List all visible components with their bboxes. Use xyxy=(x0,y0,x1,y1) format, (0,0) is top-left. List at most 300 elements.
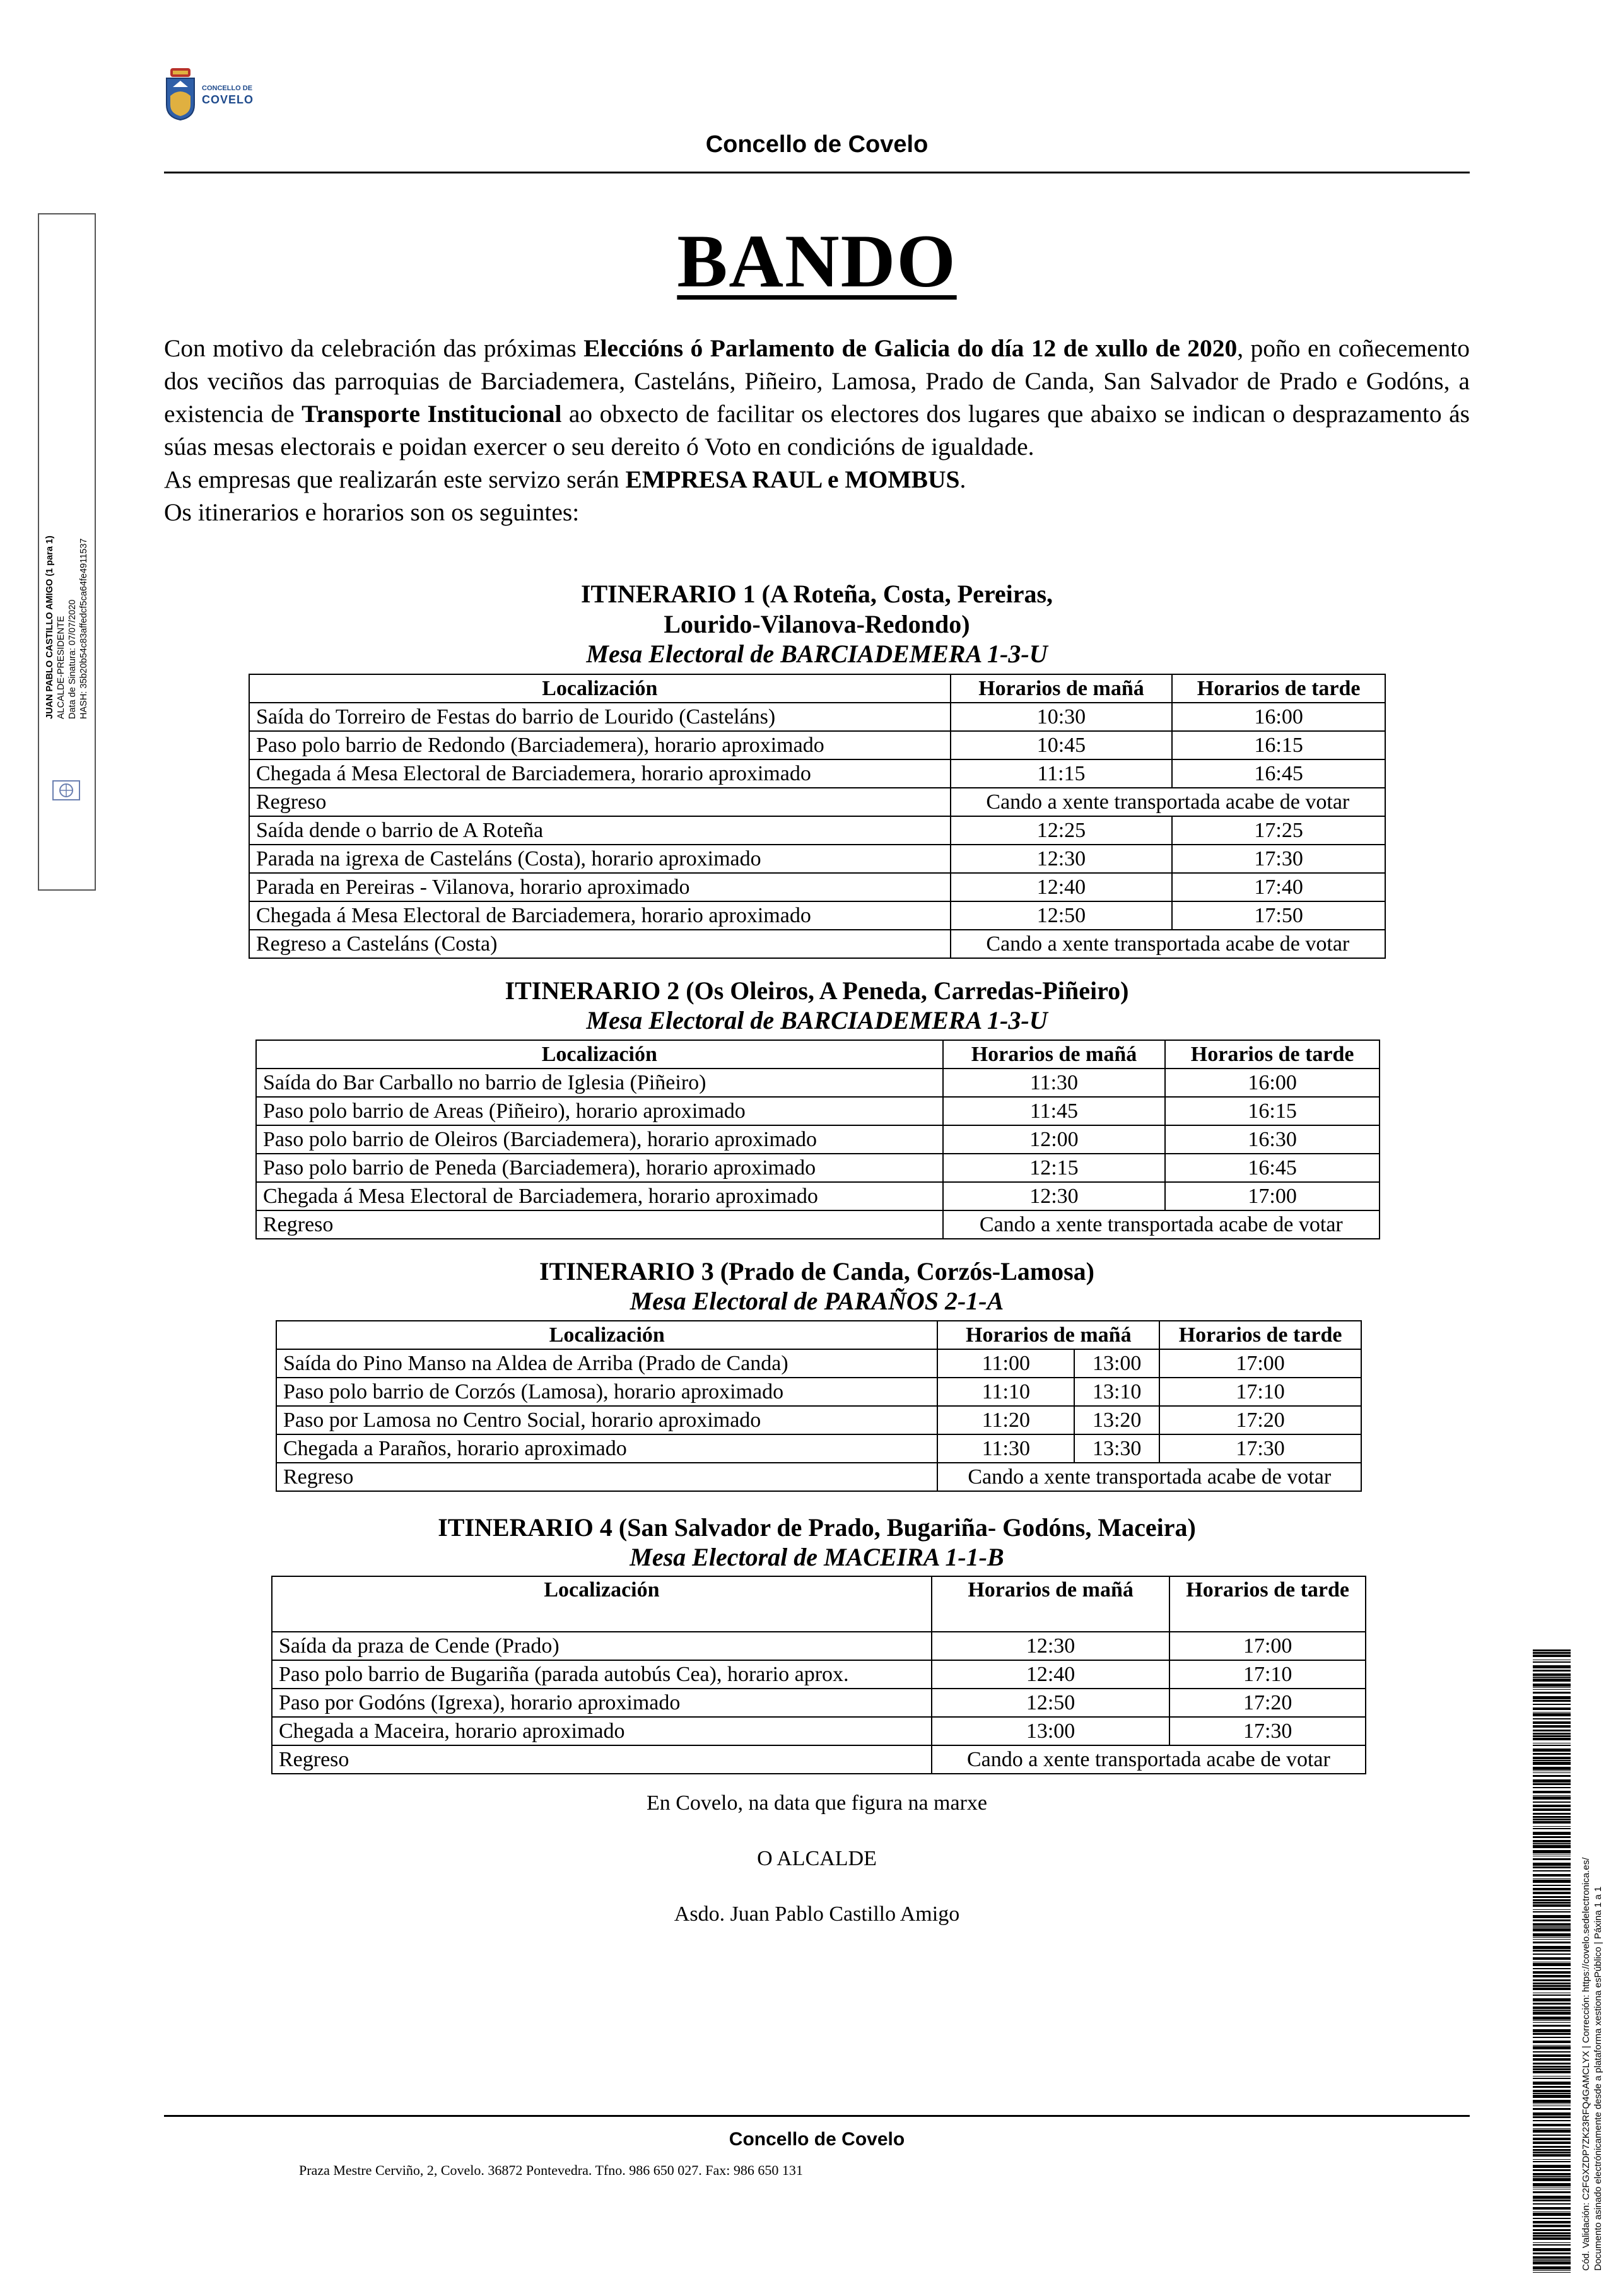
barcode-bar xyxy=(1533,1808,1571,1811)
intro-paragraph-2 xyxy=(164,463,1470,496)
table-row xyxy=(256,1182,1380,1210)
time-cell: 16:15 xyxy=(1165,1097,1380,1125)
table-row xyxy=(276,1463,1361,1491)
barcode-bar xyxy=(1533,2138,1571,2140)
time-cell: 17:30 xyxy=(1169,1717,1366,1745)
barcode-bar xyxy=(1533,1718,1571,1719)
closing-place-date: En Covelo, na data que figura na marxe xyxy=(646,1791,987,1815)
itinerary-2-table xyxy=(255,1040,1380,1239)
intro-paragraph-1 xyxy=(164,332,1470,463)
signature-date: Data de Sinatura: 07/07/2020 xyxy=(67,599,78,719)
barcode-bar xyxy=(1533,2063,1571,2065)
table-row xyxy=(256,1125,1380,1154)
barcode-bar xyxy=(1533,1937,1571,1938)
barcode-bar xyxy=(1533,2045,1571,2046)
itinerary-2-title: ITINERARIO 2 (Os Oleiros, A Peneda, Carredas-Piñeiro) xyxy=(505,976,1129,1005)
location-cell: Parada en Pereiras - Vilanova, horario aproximado xyxy=(249,873,951,901)
time-cell: 16:30 xyxy=(1165,1125,1380,1154)
location-cell: Paso polo barrio de Areas (Piñeiro), horario aproximado xyxy=(256,1097,943,1125)
barcode-bar xyxy=(1533,1845,1571,1848)
barcode-bar xyxy=(1533,1899,1571,1901)
table-row xyxy=(272,1717,1366,1745)
barcode-bar xyxy=(1533,2252,1571,2254)
barcode-bar xyxy=(1533,2187,1571,2188)
barcode-bar xyxy=(1533,2017,1571,2020)
barcode-bar xyxy=(1533,1926,1571,1928)
table-row xyxy=(249,759,1385,788)
barcode-bar xyxy=(1533,1863,1571,1866)
column-header: Horarios de tarde xyxy=(1165,1040,1380,1069)
barcode-bar xyxy=(1533,1767,1571,1770)
barcode-bar xyxy=(1533,2100,1571,2103)
barcode-bar xyxy=(1533,2010,1571,2011)
footer-title: Concello de Covelo xyxy=(729,2129,905,2150)
location-cell: Paso por Godóns (Igrexa), horario aproximado xyxy=(272,1689,932,1717)
barcode-bar xyxy=(1533,1950,1571,1952)
barcode-bar xyxy=(1533,2183,1571,2186)
time-cell: 16:45 xyxy=(1172,759,1385,788)
time-cell: 17:20 xyxy=(1169,1689,1366,1717)
barcode-bar xyxy=(1533,2082,1571,2085)
table-row xyxy=(276,1378,1361,1406)
column-header: Localización xyxy=(249,674,951,703)
barcode-bar xyxy=(1533,2270,1571,2271)
barcode-bar xyxy=(1533,1692,1571,1694)
location-cell: Paso polo barrio de Corzós (Lamosa), horario aproximado xyxy=(276,1378,937,1406)
barcode-bar xyxy=(1533,1939,1571,1940)
barcode-bar xyxy=(1533,1909,1571,1910)
barcode-bar xyxy=(1533,1858,1571,1860)
barcode-bar xyxy=(1533,2116,1571,2118)
column-header: Horarios de tarde xyxy=(1169,1576,1366,1632)
barcode-bar xyxy=(1533,2152,1571,2153)
barcode-bar xyxy=(1533,2218,1571,2219)
time-cell: 17:00 xyxy=(1169,1632,1366,1660)
barcode-bar xyxy=(1533,1707,1571,1710)
transport-label: Transporte Institucional xyxy=(302,400,562,428)
barcode-bar xyxy=(1533,1892,1571,1894)
time-cell: 10:30 xyxy=(951,703,1173,731)
footer-address: Praza Mestre Cerviño, 2, Covelo. 36872 Pontevedra. Tfno. 986 650 027. Fax: 986 650 131 xyxy=(299,2162,803,2178)
intro-p1-c: , poño en coñecemento dos veciños das parroquias de Barciademera, Casteláns, Piñeiro, Lamosa, Prado de Canda, San Salvador de Prado e Godóns, a existencia de xyxy=(164,334,1470,428)
barcode-bar xyxy=(1533,2259,1571,2261)
time-cell: 12:40 xyxy=(932,1660,1169,1689)
barcode-bar xyxy=(1533,1840,1571,1842)
table-row xyxy=(249,873,1385,901)
barcode-bar xyxy=(1533,2176,1571,2177)
validation-text xyxy=(1580,1640,1618,2271)
time-cell: 17:40 xyxy=(1172,873,1385,901)
table-row xyxy=(276,1349,1361,1378)
intro-p1-a: Con motivo da celebración das próximas xyxy=(164,334,584,362)
time-cell: 17:30 xyxy=(1172,845,1385,873)
time-cell: 11:00 xyxy=(937,1349,1074,1378)
itinerary-4-table xyxy=(271,1576,1366,1774)
signature-text xyxy=(44,44,100,719)
barcode-bar xyxy=(1533,1704,1571,1705)
location-cell: Regreso a Casteláns (Costa) xyxy=(249,930,951,958)
signature-seal-icon xyxy=(50,775,82,806)
table-row xyxy=(249,703,1385,731)
intro-p1-e: ao obxecto de facilitar os electores dos lugares que abaixo se indican o desprazamento ás súas mesas electorais e poidan exercer o seu dereito ó Voto en condicións de igualdade. xyxy=(164,400,1470,460)
location-cell: Saída dende o barrio de A Roteña xyxy=(249,816,951,845)
barcode-bar xyxy=(1533,1655,1571,1657)
barcode-bar xyxy=(1533,1730,1571,1731)
table-row xyxy=(256,1069,1380,1097)
barcode-bar xyxy=(1533,2261,1571,2264)
time-cell: 13:00 xyxy=(932,1717,1169,1745)
coat-of-arms-icon xyxy=(164,68,197,121)
barcode-bar xyxy=(1533,2266,1571,2270)
intro-p2-c: . xyxy=(959,466,966,493)
logo-line2: COVELO xyxy=(202,93,254,106)
barcode-bar xyxy=(1533,1985,1571,1987)
barcode-bar xyxy=(1533,2225,1571,2227)
table-header-row xyxy=(249,674,1385,703)
column-header: Localización xyxy=(256,1040,943,1069)
location-cell: Regreso xyxy=(276,1463,937,1491)
barcode-bar xyxy=(1533,1795,1571,1796)
barcode-bar xyxy=(1533,2128,1571,2129)
barcode-bar xyxy=(1533,1888,1571,1890)
table-row xyxy=(249,816,1385,845)
table-row xyxy=(276,1406,1361,1434)
time-cell: 12:15 xyxy=(943,1154,1166,1182)
barcode-bar xyxy=(1533,2229,1571,2231)
barcode-bar xyxy=(1533,1649,1571,1651)
time-cell: 12:40 xyxy=(951,873,1173,901)
barcode-bar xyxy=(1533,2086,1571,2088)
barcode-bar xyxy=(1533,1975,1571,1977)
intro-p2-a: As empresas que realizarán este servizo serán xyxy=(164,466,626,493)
barcode-bar xyxy=(1533,1738,1571,1740)
barcode-bar xyxy=(1533,2146,1571,2148)
barcode-bar xyxy=(1533,2199,1571,2201)
barcode-bar xyxy=(1533,1828,1571,1829)
barcode-bar xyxy=(1533,2095,1571,2098)
table-row xyxy=(249,901,1385,930)
intro-text xyxy=(164,332,1470,529)
itinerary-3-table xyxy=(276,1320,1362,1492)
location-cell: Saída do Torreiro de Festas do barrio de Lourido (Casteláns) xyxy=(249,703,951,731)
table-row xyxy=(272,1632,1366,1660)
column-header: Horarios de tarde xyxy=(1172,674,1385,703)
barcode-bar xyxy=(1533,1796,1571,1800)
barcode-bar xyxy=(1533,1850,1571,1853)
itinerary-1-title-line1: ITINERARIO 1 (A Roteña, Costa, Pereiras, xyxy=(580,580,1053,608)
barcode-bar xyxy=(1533,2213,1571,2216)
location-cell: Paso polo barrio de Peneda (Barciademera), horario aproximado xyxy=(256,1154,943,1182)
barcode-bar xyxy=(1533,2165,1571,2168)
itinerary-4-mesa: Mesa Electoral de MACEIRA 1-1-B xyxy=(630,1543,1004,1571)
barcode-bar xyxy=(1533,1757,1571,1759)
table-row xyxy=(249,788,1385,816)
barcode-bar xyxy=(1533,1919,1571,1921)
barcode-bar xyxy=(1533,1684,1571,1687)
barcode-bar xyxy=(1533,1988,1571,1990)
barcode-bar xyxy=(1533,2093,1571,2094)
barcode-bar xyxy=(1533,2169,1571,2171)
closing-signed: Asdo. Juan Pablo Castillo Amigo xyxy=(674,1902,960,1926)
table-row xyxy=(249,845,1385,873)
barcode-bar xyxy=(1533,1721,1571,1724)
column-header: Horarios de mañá xyxy=(943,1040,1166,1069)
barcode-bar xyxy=(1533,1874,1571,1877)
time-cell: 13:20 xyxy=(1074,1406,1159,1434)
column-header: Horarios de tarde xyxy=(1159,1321,1361,1349)
barcode-bar xyxy=(1533,2090,1571,2092)
barcode-bar xyxy=(1533,1783,1571,1785)
barcode-bar xyxy=(1533,1801,1571,1803)
table-row xyxy=(256,1154,1380,1182)
barcode-bar xyxy=(1533,2037,1571,2038)
time-cell: Cando a xente transportada acabe de votar xyxy=(943,1210,1380,1239)
location-cell: Paso polo barrio de Bugariña (parada autobús Cea), horario aprox. xyxy=(272,1660,932,1689)
barcode-bar xyxy=(1533,1953,1571,1955)
barcode-bar xyxy=(1533,1791,1571,1793)
barcode-bar xyxy=(1533,1745,1571,1746)
column-header: Localización xyxy=(272,1576,932,1632)
time-cell: 17:10 xyxy=(1169,1660,1366,1689)
column-header: Horarios de mañá xyxy=(937,1321,1159,1349)
barcode-bar xyxy=(1533,1689,1571,1690)
header-rule xyxy=(164,172,1470,173)
table-row xyxy=(272,1745,1366,1774)
time-cell: 13:30 xyxy=(1074,1434,1159,1463)
barcode-bar xyxy=(1533,2068,1571,2070)
barcode-bar xyxy=(1533,2232,1571,2234)
barcode-bar xyxy=(1533,1904,1571,1907)
barcode-bar xyxy=(1533,1994,1571,1996)
time-cell: 11:20 xyxy=(937,1406,1074,1434)
column-header: Localización xyxy=(276,1321,937,1349)
barcode-bar xyxy=(1533,1942,1571,1943)
barcode-bar xyxy=(1533,2129,1571,2133)
table-row xyxy=(276,1434,1361,1463)
barcode-bar xyxy=(1533,1946,1571,1949)
barcode-bar xyxy=(1533,1979,1571,1981)
table-row xyxy=(272,1689,1366,1717)
signature-hash: HASH: 35b20b54c83affedcf5ca64fe4911537 xyxy=(79,538,89,719)
barcode-bar xyxy=(1533,2120,1571,2121)
itinerary-1-title-line2: Lourido-Vilanova-Redondo) xyxy=(664,610,970,638)
document-title: BANDO xyxy=(677,219,957,303)
barcode-bar xyxy=(1533,1813,1571,1815)
barcode-bar xyxy=(1533,1661,1571,1663)
itinerary-3-title: ITINERARIO 3 (Prado de Canda, Corzós-Lamosa) xyxy=(539,1257,1095,1286)
barcode-bar xyxy=(1533,1775,1571,1777)
table-row xyxy=(272,1660,1366,1689)
location-cell: Chegada á Mesa Electoral de Barciademera, horario aproximado xyxy=(249,759,951,788)
itinerary-2-mesa: Mesa Electoral de BARCIADEMERA 1-3-U xyxy=(586,1006,1048,1034)
table-row xyxy=(256,1097,1380,1125)
time-cell: 13:10 xyxy=(1074,1378,1159,1406)
barcode-bar xyxy=(1533,1753,1571,1755)
barcode-bar xyxy=(1533,2203,1571,2205)
barcode-bar xyxy=(1533,2235,1571,2237)
barcode-bar xyxy=(1533,1843,1571,1844)
barcode-bar xyxy=(1533,2211,1571,2212)
time-cell: 12:25 xyxy=(951,816,1173,845)
barcode-bar xyxy=(1533,2041,1571,2043)
time-cell: 12:50 xyxy=(932,1689,1169,1717)
location-cell: Regreso xyxy=(249,788,951,816)
barcode-bar xyxy=(1533,2078,1571,2079)
time-cell: 17:20 xyxy=(1159,1406,1361,1434)
barcode-bar xyxy=(1533,2161,1571,2162)
barcode-bar xyxy=(1533,1885,1571,1886)
barcode-bar xyxy=(1533,2054,1571,2057)
barcode-bar xyxy=(1533,1787,1571,1788)
barcode-bar xyxy=(1533,1760,1571,1761)
barcode-bar xyxy=(1533,2272,1571,2273)
barcode-bar xyxy=(1533,1963,1571,1966)
barcode-bar xyxy=(1533,1870,1571,1871)
time-cell: 12:30 xyxy=(932,1632,1169,1660)
time-cell: 12:30 xyxy=(943,1182,1166,1210)
barcode-bar xyxy=(1533,2173,1571,2176)
time-cell: 16:00 xyxy=(1165,1069,1380,1097)
barcode-bar xyxy=(1533,1911,1571,1912)
barcode-bar xyxy=(1533,2051,1571,2053)
barcode-bar xyxy=(1533,1735,1571,1737)
barcode-bar xyxy=(1533,1902,1571,1904)
time-cell: 17:00 xyxy=(1159,1349,1361,1378)
location-cell: Paso polo barrio de Oleiros (Barciademera), horario aproximado xyxy=(256,1125,943,1154)
concello-logo xyxy=(160,63,267,126)
table-row xyxy=(256,1210,1380,1239)
barcode-bar xyxy=(1533,2141,1571,2144)
barcode-bar xyxy=(1533,1696,1571,1699)
barcode-bar xyxy=(1533,1700,1571,1702)
barcode-bar xyxy=(1533,1678,1571,1682)
barcode-bar xyxy=(1533,1983,1571,1984)
barcode-bar xyxy=(1533,2058,1571,2061)
validation-code: Cód. Validación: C2FGXZDP7ZK23RFQ4GAMCLYX | Corrección: https://covelo.sedelectronica.es/ xyxy=(1581,1857,1591,2271)
barcode-bar xyxy=(1533,2022,1571,2023)
closing-role: O ALCALDE xyxy=(757,1847,877,1870)
barcode-bar xyxy=(1533,1971,1571,1974)
barcode-bar xyxy=(1533,1805,1571,1807)
time-cell: 17:30 xyxy=(1159,1434,1361,1463)
time-cell: 16:45 xyxy=(1165,1154,1380,1182)
barcode-bar xyxy=(1533,1652,1571,1654)
barcode-bar xyxy=(1533,1821,1571,1824)
location-cell: Chegada á Mesa Electoral de Barciademera, horario aproximado xyxy=(256,1182,943,1210)
location-cell: Chegada a Maceira, horario aproximado xyxy=(272,1717,932,1745)
barcode-bar xyxy=(1533,2237,1571,2240)
barcode-bar xyxy=(1533,2112,1571,2116)
barcode-bar xyxy=(1533,1896,1571,1898)
table-header-row xyxy=(272,1576,1366,1632)
election-name: Eleccións ó Parlamento de Galicia do día 12 de xullo de 2020 xyxy=(583,334,1238,362)
barcode-bar xyxy=(1533,1933,1571,1936)
time-cell: Cando a xente transportada acabe de votar xyxy=(951,788,1385,816)
barcode-bar xyxy=(1533,2029,1571,2032)
barcode-bar xyxy=(1533,1670,1571,1672)
location-cell: Chegada a Paraños, horario aproximado xyxy=(276,1434,937,1463)
location-cell: Saída do Bar Carballo no barrio de Iglesia (Piñeiro) xyxy=(256,1069,943,1097)
barcode-bar xyxy=(1533,1923,1571,1926)
barcode-bar xyxy=(1533,2025,1571,2027)
location-cell: Regreso xyxy=(272,1745,932,1774)
companies: EMPRESA RAUL e MOMBUS xyxy=(625,466,960,493)
barcode-bar xyxy=(1533,2207,1571,2210)
barcode-bar xyxy=(1533,1836,1571,1838)
barcode-bar xyxy=(1533,1725,1571,1728)
barcode-bar xyxy=(1533,1957,1571,1960)
barcode-bar xyxy=(1533,1673,1571,1676)
barcode-bar xyxy=(1533,2221,1571,2223)
barcode-bar xyxy=(1533,1779,1571,1783)
time-cell: 11:15 xyxy=(951,759,1173,788)
time-cell: 11:10 xyxy=(937,1378,1074,1406)
column-header: Horarios de mañá xyxy=(951,674,1173,703)
itinerary-1-mesa: Mesa Electoral de BARCIADEMERA 1-3-U xyxy=(586,640,1048,668)
barcode-bar xyxy=(1533,2244,1571,2246)
barcode-bar xyxy=(1533,1665,1571,1668)
barcode-bar xyxy=(1533,2071,1571,2073)
location-cell: Paso polo barrio de Redondo (Barciademera), horario aproximado xyxy=(249,731,951,759)
time-cell: 12:30 xyxy=(951,845,1173,873)
barcode-bar xyxy=(1533,2196,1571,2199)
barcode-bar xyxy=(1533,2006,1571,2009)
time-cell: 10:45 xyxy=(951,731,1173,759)
barcode-bar xyxy=(1533,1816,1571,1818)
signer-name: JUAN PABLO CASTILLO AMIGO (1 para 1) xyxy=(45,536,55,719)
table-header-row xyxy=(276,1321,1361,1349)
time-cell: 12:00 xyxy=(943,1125,1166,1154)
barcode-bar xyxy=(1533,2135,1571,2136)
barcode-bar xyxy=(1533,1998,1571,2001)
time-cell: 11:30 xyxy=(943,1069,1166,1097)
barcode-bar xyxy=(1533,2191,1571,2193)
validation-platform: Documento asinado electrónicamente desde a plataforma xestiona esPúblico | Páxina 1 a 1 xyxy=(1593,1886,1603,2271)
column-header: Horarios de mañá xyxy=(932,1576,1169,1632)
time-cell: 17:10 xyxy=(1159,1378,1361,1406)
barcode-bar xyxy=(1533,1772,1571,1773)
signature-box xyxy=(38,213,96,891)
barcode-bar xyxy=(1533,1713,1571,1716)
barcode-bar xyxy=(1533,2248,1571,2251)
time-cell: 17:50 xyxy=(1172,901,1385,930)
location-cell: Parada na igrexa de Casteláns (Costa), horario aproximado xyxy=(249,845,951,873)
time-cell: Cando a xente transportada acabe de votar xyxy=(951,930,1385,958)
itinerary-4-title: ITINERARIO 4 (San Salvador de Prado, Bugariña- Godóns, Maceira) xyxy=(438,1513,1196,1542)
time-cell: 13:00 xyxy=(1074,1349,1159,1378)
time-cell: 17:25 xyxy=(1172,816,1385,845)
time-cell: 12:50 xyxy=(951,901,1173,930)
location-cell: Regreso xyxy=(256,1210,943,1239)
barcode-bar xyxy=(1533,1878,1571,1879)
barcode-bar xyxy=(1533,2178,1571,2181)
barcode-bar xyxy=(1533,1687,1571,1688)
barcode-bar xyxy=(1533,2003,1571,2005)
footer-rule xyxy=(164,2115,1470,2117)
barcode-bar xyxy=(1533,2154,1571,2157)
time-cell: 16:15 xyxy=(1172,731,1385,759)
barcode-bar xyxy=(1533,2149,1571,2151)
barcode-bar xyxy=(1533,2242,1571,2243)
barcode-bar xyxy=(1533,2124,1571,2126)
barcode-bar xyxy=(1533,1677,1571,1678)
time-cell: 17:00 xyxy=(1165,1182,1380,1210)
barcode-bar xyxy=(1533,1928,1571,1931)
barcode-bar xyxy=(1533,2256,1571,2259)
location-cell: Paso por Lamosa no Centro Social, horario aproximado xyxy=(276,1406,937,1434)
barcode-bar xyxy=(1533,1866,1571,1868)
barcode-bar xyxy=(1533,1968,1571,1969)
